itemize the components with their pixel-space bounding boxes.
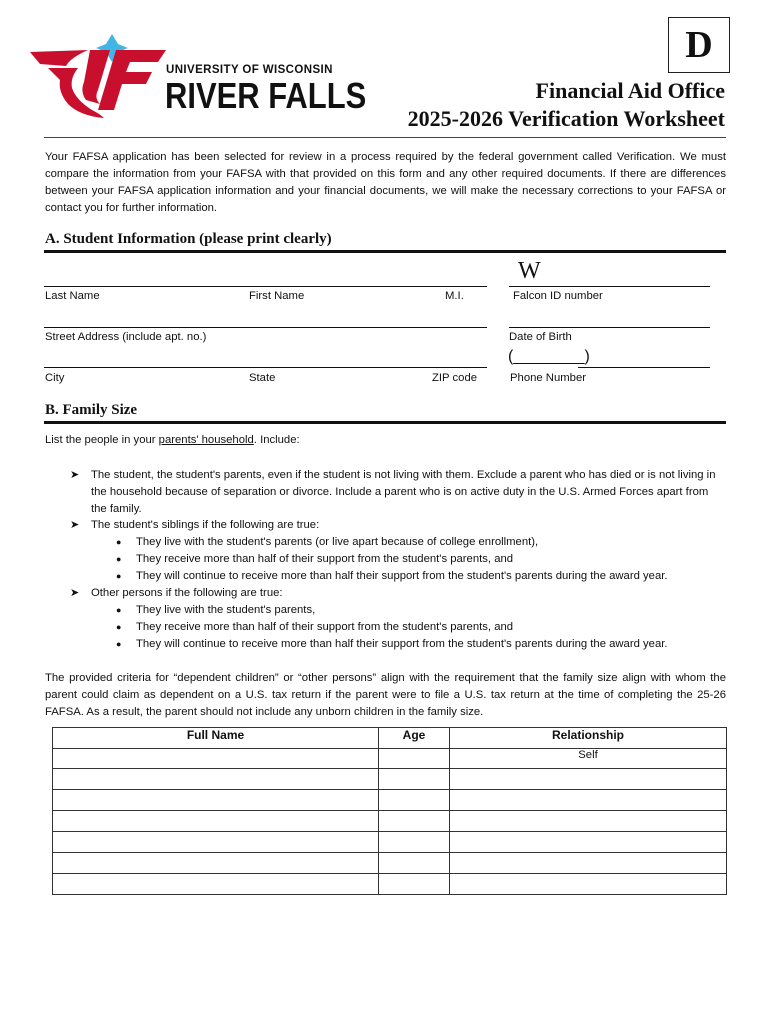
mi-label: M.I.: [445, 290, 464, 302]
age-cell[interactable]: [379, 749, 450, 769]
dot-bullet-icon: ●: [116, 571, 122, 581]
relationship-cell[interactable]: [450, 769, 727, 790]
city-state-zip-input-line[interactable]: [44, 367, 487, 368]
dot-bullet-icon: ●: [116, 639, 122, 649]
list-item: The student's siblings if the following are true:: [91, 519, 320, 531]
list-sub-item: They live with the student's parents,: [136, 604, 316, 616]
last-name-label: Last Name: [45, 290, 100, 302]
arrow-bullet-icon: ➤: [70, 469, 80, 481]
arrow-bullet-icon: ➤: [70, 587, 80, 599]
criteria-paragraph: The provided criteria for “dependent children” or “other persons” align with the requirement that the family size align with whom the parent could claim as dependent on a U.S. tax return if the parent were to file a U.S. tax return at the time of completing the 25-26 FAFSA. As a result, the parent should not include any unborn children in the family size.: [45, 672, 726, 718]
list-sub-item: They receive more than half of their support from the student's parents, and: [136, 553, 514, 565]
age-cell[interactable]: [379, 832, 450, 853]
list-intro-suffix: . Include:: [253, 434, 300, 446]
phone-area-code: (________): [508, 348, 590, 365]
full-name-cell[interactable]: [53, 853, 379, 874]
table-row: [53, 749, 727, 769]
family-list-intro: [45, 434, 300, 446]
dot-bullet-icon: ●: [116, 554, 122, 564]
state-label: State: [249, 372, 276, 384]
list-item: The student, the student's parents, even if the student is not living with them. Exclude a parent who has died or is not living in the household because of separation or divorce. Include a parent who is on active duty in the U.S. Armed Forces apart from the family.: [91, 469, 716, 515]
age-cell[interactable]: [379, 874, 450, 895]
list-sub-item: They live with the student's parents (or live apart because of college enrollment),: [136, 536, 539, 548]
city-label: City: [45, 372, 65, 384]
table-row: [53, 853, 727, 874]
section-a-rule: [44, 250, 726, 253]
dot-bullet-icon: ●: [116, 622, 122, 632]
full-name-header: Full Name: [53, 728, 379, 749]
campus-name: RIVER FALLS: [165, 75, 367, 116]
header-divider: [44, 137, 726, 138]
section-b-title: B. Family Size: [45, 402, 138, 418]
full-name-cell[interactable]: [53, 811, 379, 832]
full-name-cell[interactable]: [53, 832, 379, 853]
parents-household-text: parents' household: [158, 434, 254, 446]
university-logo: [30, 34, 367, 120]
phone-number-input-line[interactable]: [578, 367, 710, 368]
full-name-cell[interactable]: [53, 790, 379, 811]
table-row: [53, 769, 727, 790]
section-a-title: A. Student Information (please print clearly): [45, 231, 332, 247]
first-name-label: First Name: [249, 290, 305, 302]
table-row: [53, 832, 727, 853]
falcon-id-prefix: W: [518, 258, 541, 284]
list-intro-prefix: List the people in your: [45, 434, 159, 446]
family-size-table: [52, 727, 727, 895]
relationship-cell[interactable]: [450, 832, 727, 853]
street-address-label: Street Address (include apt. no.): [45, 331, 207, 343]
relationship-cell[interactable]: [450, 790, 727, 811]
age-cell[interactable]: [379, 811, 450, 832]
table-row: [53, 874, 727, 895]
phone-number-label: Phone Number: [510, 372, 586, 384]
relationship-cell[interactable]: [450, 874, 727, 895]
university-line: UNIVERSITY OF WISCONSIN: [166, 64, 333, 76]
list-sub-item: They receive more than half of their support from the student's parents, and: [136, 621, 514, 633]
falcon-id-label: Falcon ID number: [513, 290, 603, 302]
form-letter-box: D: [668, 17, 730, 73]
relationship-cell[interactable]: [450, 853, 727, 874]
worksheet-title: 2025-2026 Verification Worksheet: [407, 106, 725, 131]
table-row: [53, 790, 727, 811]
list-sub-item: They will continue to receive more than half their support from the student's parents during the award year.: [136, 638, 668, 650]
intro-paragraph: Your FAFSA application has been selected for review in a process required by the federal government called Verification. We must compare the information from your FAFSA with that provided on this form and any other required documents. If there are differences between your FAFSA application information and your financial documents, we will make the necessary corrections to your FAFSA or contact you for further information.: [45, 151, 726, 214]
dot-bullet-icon: ●: [116, 605, 122, 615]
zip-label: ZIP code: [432, 372, 478, 384]
section-b-rule: [44, 421, 726, 424]
age-header: Age: [379, 728, 450, 749]
age-cell[interactable]: [379, 769, 450, 790]
age-cell[interactable]: [379, 853, 450, 874]
age-cell[interactable]: [379, 790, 450, 811]
full-name-cell[interactable]: [53, 769, 379, 790]
relationship-cell[interactable]: [450, 811, 727, 832]
relationship-cell: Self: [450, 749, 727, 769]
table-row: [53, 811, 727, 832]
street-address-input-line[interactable]: [44, 327, 487, 328]
falcon-id-input-line[interactable]: [509, 286, 710, 287]
full-name-cell[interactable]: [53, 874, 379, 895]
name-input-line[interactable]: [44, 286, 487, 287]
office-title: Financial Aid Office: [535, 78, 725, 103]
arrow-bullet-icon: ➤: [70, 519, 80, 531]
date-of-birth-label: Date of Birth: [509, 331, 572, 343]
dot-bullet-icon: ●: [116, 537, 122, 547]
list-sub-item: They will continue to receive more than half their support from the student's parents during the award year.: [136, 570, 668, 582]
full-name-cell[interactable]: [53, 749, 379, 769]
list-item: Other persons if the following are true:: [91, 587, 283, 599]
relationship-header: Relationship: [450, 728, 727, 749]
rf-monogram-icon: [30, 34, 170, 120]
date-of-birth-input-line[interactable]: [509, 327, 710, 328]
